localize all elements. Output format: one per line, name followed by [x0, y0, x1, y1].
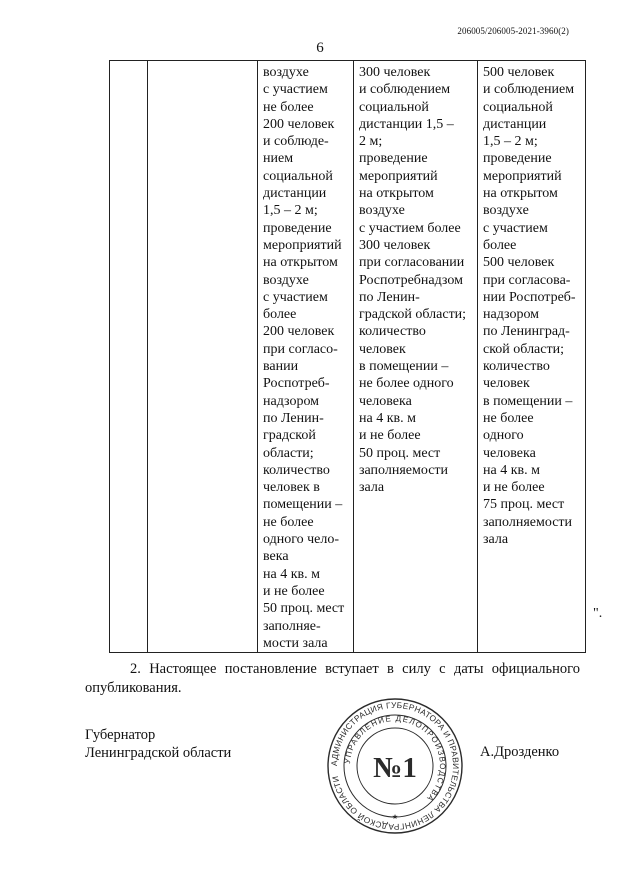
- document-code: 206005/206005-2021-3960(2): [457, 26, 569, 36]
- svg-text:УПРАВЛЕНИЕ ДЕЛОПРОИЗВОДСТВА: УПРАВЛЕНИЕ ДЕЛОПРОИЗВОДСТВА: [342, 713, 448, 804]
- svg-text:№1: №1: [373, 752, 417, 784]
- table-cell-5: [478, 61, 586, 653]
- page-number: 6: [316, 40, 324, 56]
- table-cell-2: [148, 61, 258, 653]
- table-row: [110, 61, 586, 653]
- svg-text:★: ★: [391, 813, 399, 821]
- cell-text-restrictions-300: 300 человек и соблюдением социальной дистанции 1,5 – 2 м; проведение мероприятий на открытом воздухе с участием более 300 человек при согласовании Роспотребнадзом по Ленин- градской области; количество человек в помещении – не более одного человека на 4 кв. м и не более 50 проц. мест заполняемости зала: [359, 65, 467, 496]
- signatory-position: Губернатор Ленинградской области: [85, 727, 232, 761]
- svg-text:АДМИНИСТРАЦИЯ ГУБЕРНАТОРА И ПР: АДМИНИСТРАЦИЯ ГУБЕРНАТОРА И ПРАВИТЕЛЬСТВА ЛЕНИНГРАДСКОЙ ОБЛАСТИ: [328, 699, 462, 833]
- cell-text-restrictions-200: воздухе с участием не более 200 человек и соблюде- нием социальной дистанции 1,5 – 2 м; проведение мероприятий на открытом воздухе с участием более 200 человек при согласо- вании Роспотреб- надзором по Ленин- градской области; количество человек в помещении – не более одного чело- века на 4 кв. м и не более 50 проц. мест заполняе- мости зала: [263, 65, 345, 651]
- signatory-name: А.Дрозденко: [480, 744, 560, 760]
- body-paragraph: 2. Настоящее постановление вступает в силу с даты официального опубликования.: [85, 661, 580, 696]
- table-cell-1: [110, 61, 148, 653]
- measures-table: [109, 60, 586, 653]
- official-seal-stamp: [326, 697, 464, 835]
- table-cell-4: [354, 61, 478, 653]
- closing-quote-mark: ".: [593, 606, 603, 621]
- cell-text-restrictions-500: 500 человек и соблюдением социальной дистанции 1,5 – 2 м; проведение мероприятий на открытом воздухе с участием более 500 человек при согласова- нии Роспотреб- надзором по Ленинград- ской области; количество человек в помещении – не более одного человека на 4 кв. м и не более 75 проц. мест заполняемости зала: [483, 65, 576, 548]
- table-cell-3: [258, 61, 354, 653]
